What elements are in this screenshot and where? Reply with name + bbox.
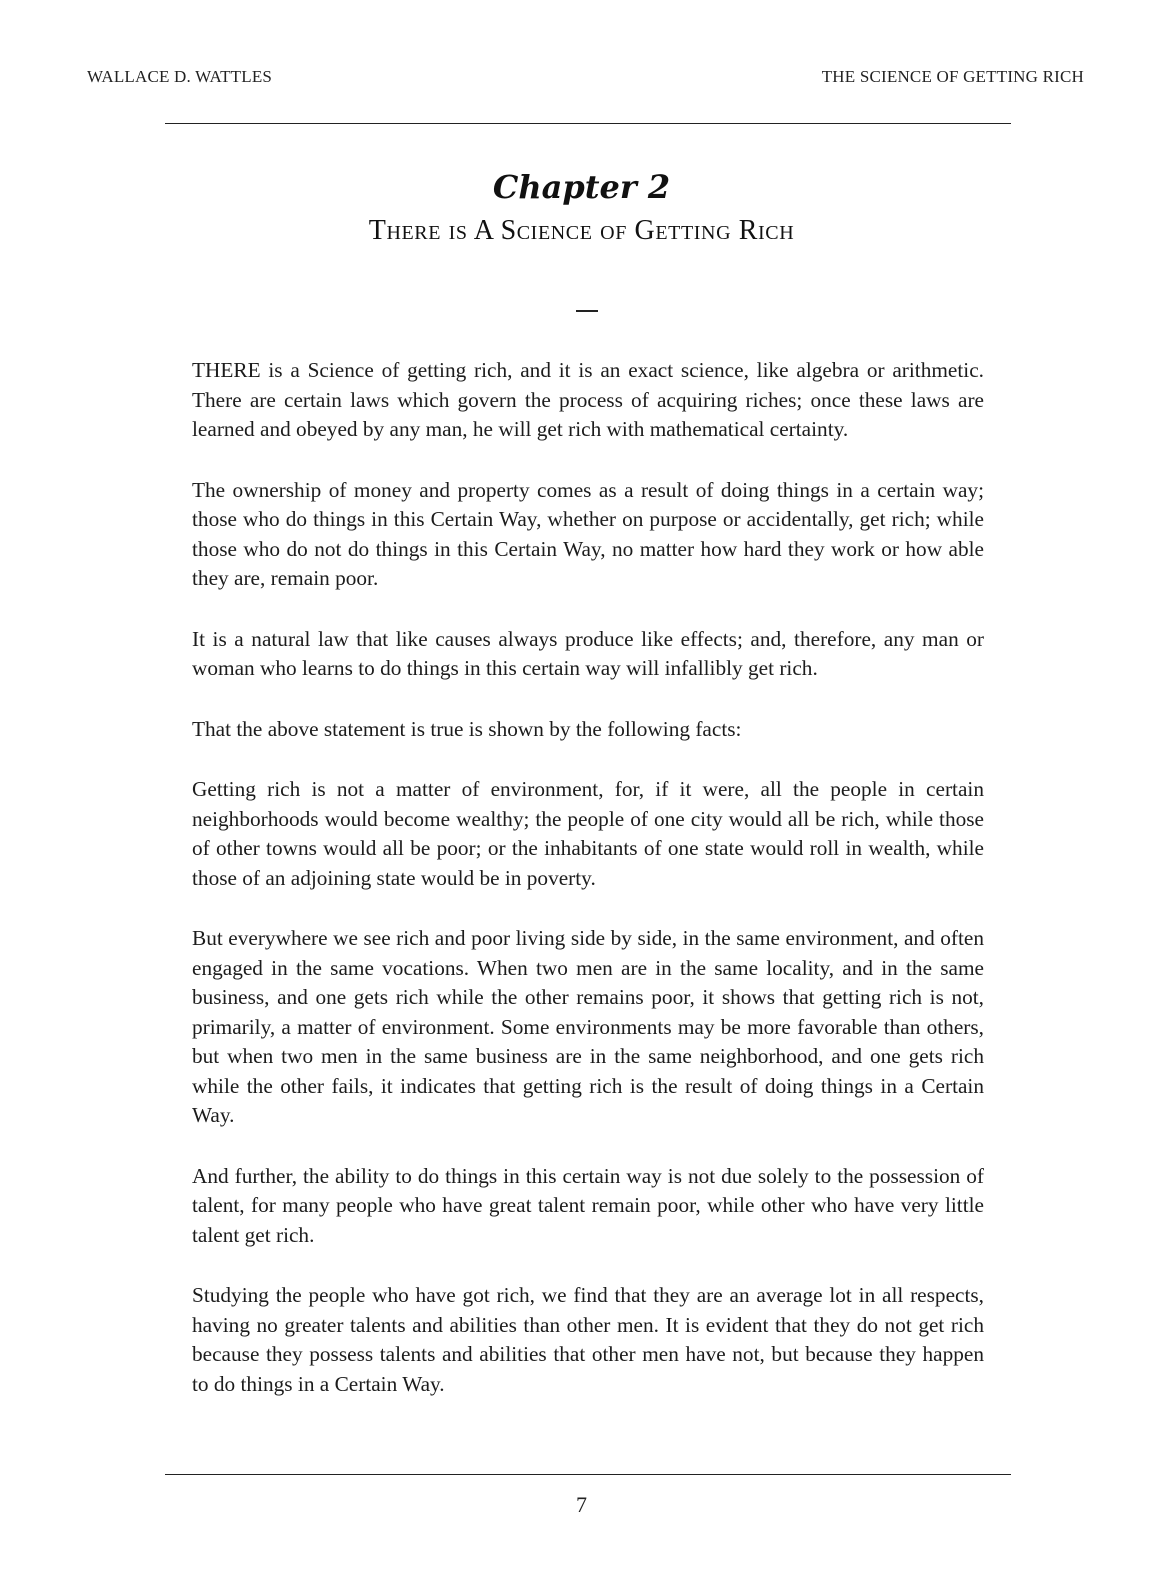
paragraph: Studying the people who have got rich, we find that they are an average lot in all respects, having no greater talents and abilities than other men. It is evident that they do not get rich because they possess talents and abilities that other men have not, but because they happen to do things in a Certain Way. xyxy=(192,1283,984,1396)
paragraph: But everywhere we see rich and poor living side by side, in the same environment, and often engaged in the same vocations. When two men are in the same locality, and in the same business, and one gets rich while the other remains poor, it shows that getting rich is not, primarily, a matter of environment. Some environments may be more favorable than others, but when two men in the same business are in the same neighborhood, and one gets rich while the other fails, it indicates that getting rich is the result of doing things in a Certain Way. xyxy=(192,926,984,1127)
paragraph: And further, the ability to do things in this certain way is not due solely to the possession of talent, for many people who have great talent remain poor, while other who have very little talent get rich. xyxy=(192,1163,984,1247)
paragraph: That the above statement is true is shown by the following facts: xyxy=(192,716,742,741)
section-separator xyxy=(576,310,598,312)
paragraph: The ownership of money and property comes as a result of doing things in a certain way; those who do things in this Certain Way, whether on purpose or accidentally, get rich; while those who do not do things in this Certain Way, no matter how hard they work or how able they are, remain poor. xyxy=(192,477,984,590)
footer-divider xyxy=(165,1474,1011,1475)
chapter-body xyxy=(192,356,984,1430)
chapter-title: There is A Science of Getting Rich xyxy=(368,215,795,246)
running-header-title: THE SCIENCE OF GETTING RICH xyxy=(821,67,1084,86)
header-divider xyxy=(165,123,1011,124)
paragraph: THERE is a Science of getting rich, and it is an exact science, like algebra or arithmetic. There are certain laws which govern the process of acquiring riches; once these laws are learned and obeyed by any man, he will get rich with mathematical certainty. xyxy=(192,358,984,441)
paragraph: Getting rich is not a matter of environment, for, if it were, all the people in certain neighborhoods would become wealthy; the people of one city would all be rich, while those of other towns would all be poor; or the inhabitants of one state would roll in wealth, while those of an adjoining state would be in poverty. xyxy=(192,777,984,890)
chapter-number: Chapter 2 xyxy=(492,168,671,206)
page-number: 7 xyxy=(576,1492,587,1517)
paragraph: It is a natural law that like causes always produce like effects; and, therefore, any man or woman who learns to do things in this certain way will infallibly get rich. xyxy=(192,626,984,680)
running-header-author: WALLACE D. WATTLES xyxy=(87,67,273,86)
